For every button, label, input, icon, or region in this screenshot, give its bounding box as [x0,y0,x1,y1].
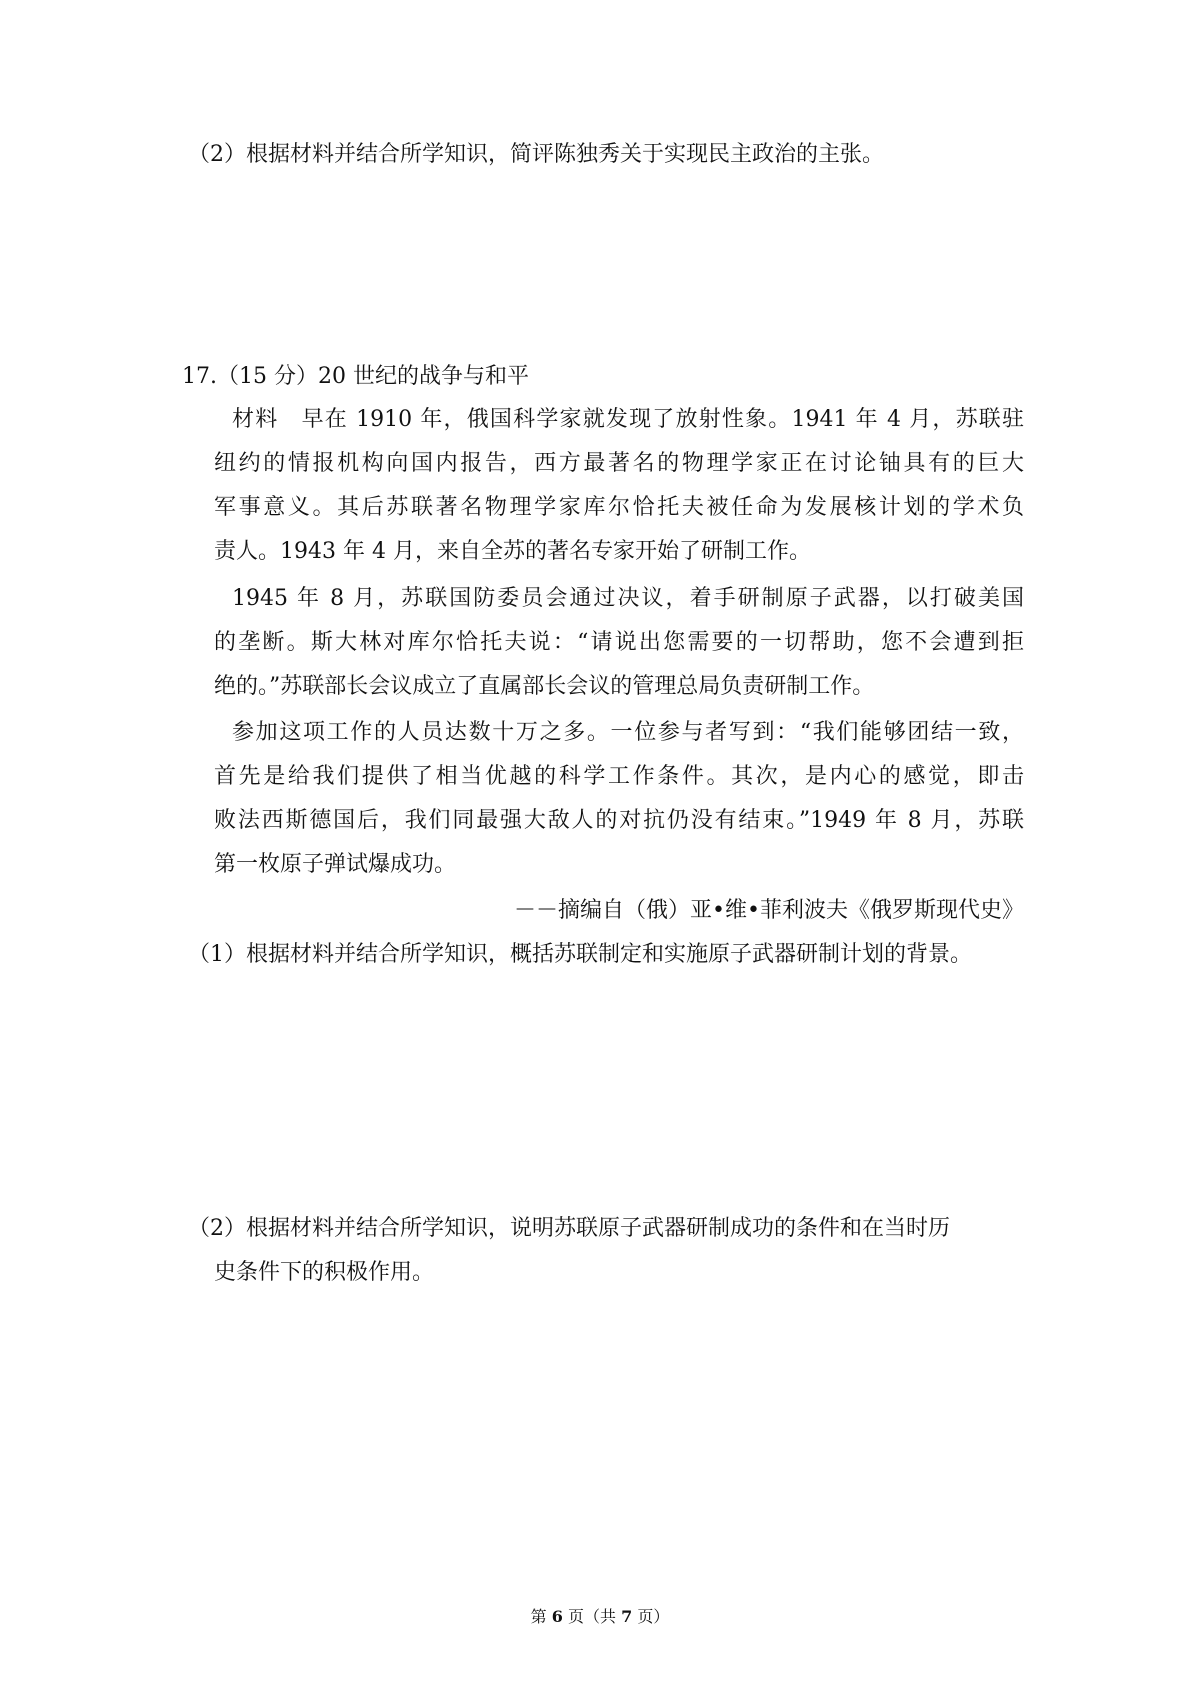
page-footer [0,1606,1200,1628]
q17-part1: （1）根据材料并结合所学知识，概括苏联制定和实施原子武器研制计划的背景。 [188,942,972,967]
material-line-4: 责人。1943 年 4 月，来自全苏的著名专家开始了研制工作。 [214,539,811,564]
q17-part2-line2: 史条件下的积极作用。 [214,1260,435,1285]
material-line-3: 军事意义。其后苏联著名物理学家库尔恰托夫被任命为发展核计划的学术负 [214,495,1024,520]
material-line-11: 第一枚原子弹试爆成功。 [214,852,457,877]
material-line-2: 纽约的情报机构向国内报告，西方最著名的物理学家正在讨论铀具有的巨大 [214,451,1024,476]
footer-suffix: 页） [637,1607,670,1626]
footer-middle: 页（共 [567,1607,616,1626]
material-line-6: 的垄断。斯大林对库尔恰托夫说：“请说出您需要的一切帮助，您不会遭到拒 [214,630,1024,655]
footer-page-number: 6 [551,1607,563,1626]
q17-title: 17.（15 分）20 世纪的战争与和平 [182,364,529,389]
material-line-1: 材料 早在 1910 年，俄国科学家就发现了放射性象。1941 年 4 月，苏联驻 [232,407,1024,432]
material-source: －－摘编自（俄）亚•维•菲利波夫《俄罗斯现代史》 [514,898,1024,923]
footer-prefix: 第 [530,1607,547,1626]
material-line-5: 1945 年 8 月，苏联国防委员会通过决议，着手研制原子武器，以打破美国 [232,586,1024,611]
material-line-10: 败法西斯德国后，我们同最强大敌人的对抗仍没有结束。”1949 年 8 月，苏联 [214,808,1024,833]
material-line-8: 参加这项工作的人员达数十万之多。一位参与者写到：“我们能够团结一致， [232,720,1024,745]
footer-total-pages: 7 [621,1607,633,1626]
material-line-9: 首先是给我们提供了相当优越的科学工作条件。其次，是内心的感觉，即击 [214,764,1024,789]
q16-part2: （2）根据材料并结合所学知识，简评陈独秀关于实现民主政治的主张。 [188,142,884,167]
material-line-7: 绝的。”苏联部长会议成立了直属部长会议的管理总局负责研制工作。 [214,674,875,699]
q17-part2-line1: （2）根据材料并结合所学知识，说明苏联原子武器研制成功的条件和在当时历 [188,1216,950,1241]
